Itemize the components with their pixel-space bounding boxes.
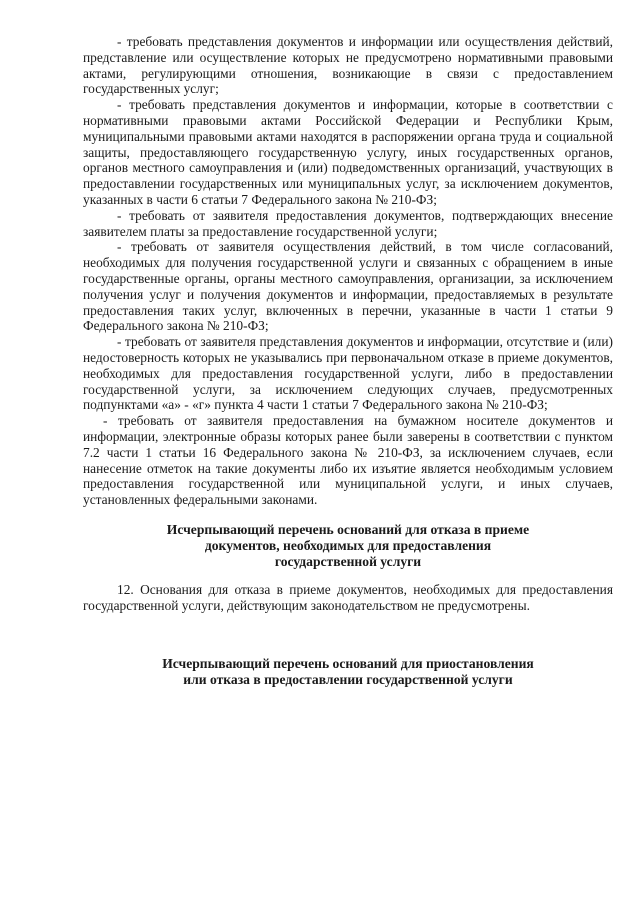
paragraph-requirement-2: - требовать представления документов и информации, которые в соответствии с нормативными правовыми актами Российской Федерации и Республики Крым, муниципальными правовыми актами находятся в распоряжении органа труда и социальной защиты, предоставляющего государственную услугу, иных государственных органов, органов местного самоуправления и (или) подведомственных организаций, участвующих в предоставлении государственных или муниципальных услуг, за исключением документов, указанных в части 6 статьи 7 Федерального закона № 210-ФЗ; (83, 97, 613, 207)
heading-line: документов, необходимых для предоставления (204, 537, 492, 553)
paragraph-requirement-5: - требовать от заявителя представления документов и информации, отсутствие и (или) недостоверность которых не указывались при первоначальном отказе в приеме документов, необходимых для предоставления государственной услуги, либо в предоставлении государственной услуги, за исключением следующих случаев, предусмотренных подпунктами «а» - «г» пункта 4 части 1 статьи 7 Федерального закона № 210-ФЗ; (83, 334, 613, 413)
paragraph-requirement-4: - требовать от заявителя осуществления действий, в том числе согласований, необходимых для получения государственной услуги и связанных с обращением в иные государственные органы, органы местного самоуправления, организации, за исключением получения услуг и получения документов и информации, предоставляемых в результате предоставления таких услуг, включенных в перечни, указанные в части 1 статьи 9 Федерального закона № 210-ФЗ; (83, 239, 613, 334)
paragraph-requirement-3: - требовать от заявителя предоставления документов, подтверждающих внесение заявителем платы за предоставление государственной услуги; (83, 207, 613, 239)
heading-line: Исчерпывающий перечень оснований для приостановления (162, 655, 534, 671)
paragraph-requirement-6: - требовать от заявителя предоставления на бумажном носителе документов и информации, электронные образы которых ранее были заверены в соответствии с пунктом 7.2 части 1 статьи 16 Федерального закона № 210-ФЗ, за исключением случаев, если нанесение отметок на такие документы либо их изъятие является необходимым условием предоставления государственной или муниципальной услуги, и иных случаев, установленных федеральными законами. (83, 413, 613, 508)
heading-line: государственной услуги (274, 553, 422, 569)
paragraph-requirement-1: - требовать представления документов и информации или осуществления действий, представление или осуществление которых не предусмотрено нормативными правовыми актами, регулирующими отношения, возникающие в связи с предоставлением государственных услуг; (83, 34, 613, 97)
heading-line: Исчерпывающий перечень оснований для отказа в приеме (166, 521, 530, 537)
section-heading-suspension-refusal (83, 656, 613, 688)
document-page (83, 34, 613, 688)
heading-line: или отказа в предоставлении государственной услуги (183, 671, 513, 687)
paragraph-item-12: 12. Основания для отказа в приеме документов, необходимых для предоставления государственной услуги, действующим законодательством не предусмотрены. (83, 581, 613, 613)
section-heading-refusal-acceptance (83, 522, 613, 570)
